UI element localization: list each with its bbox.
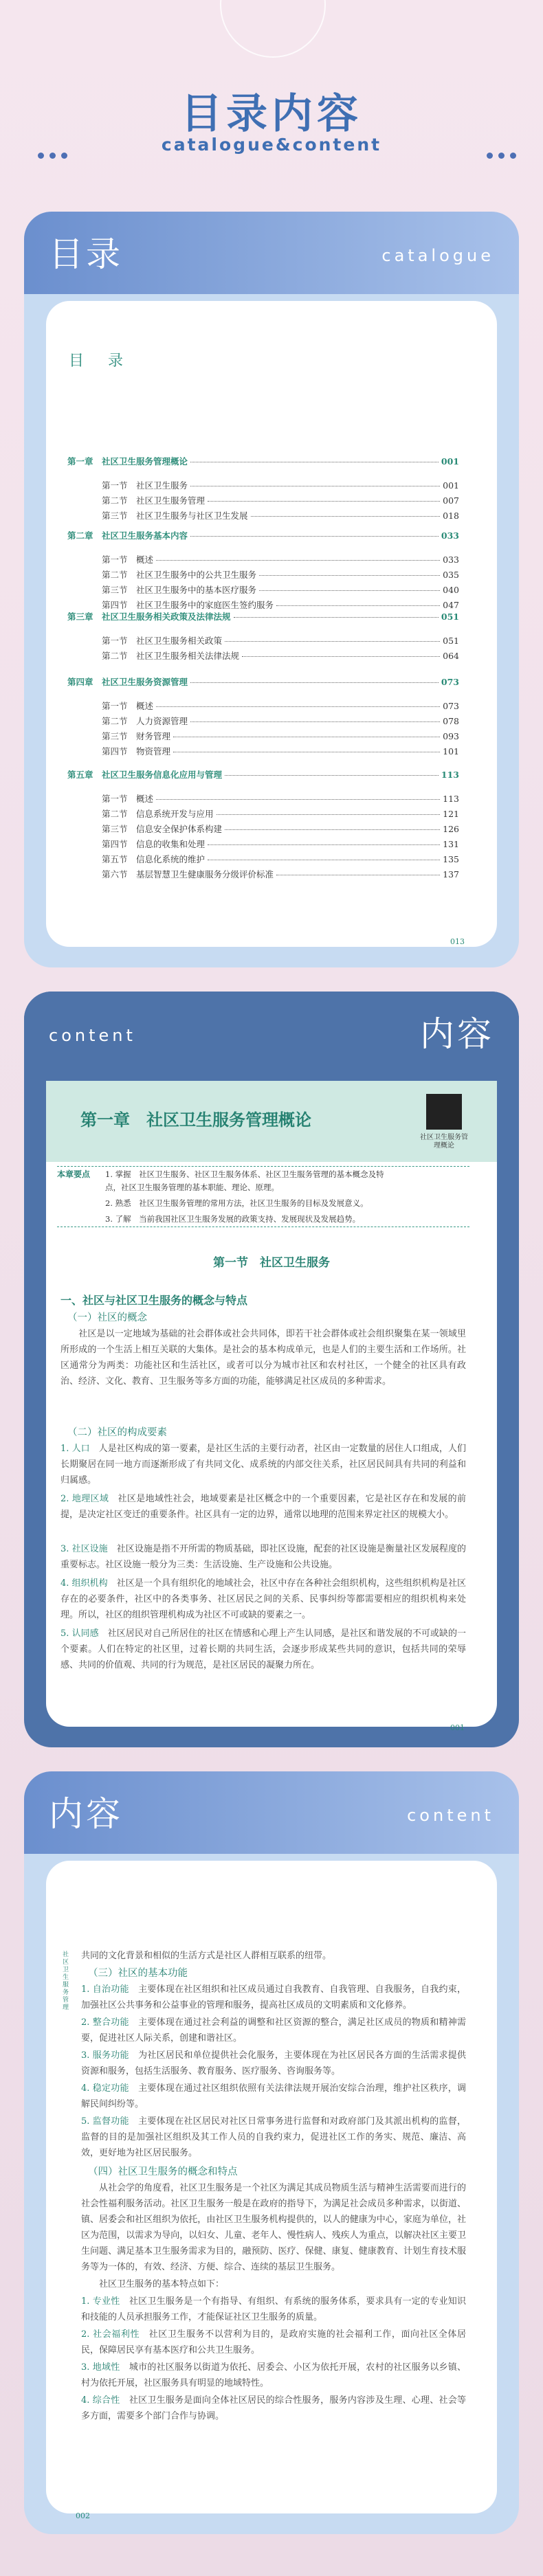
toc-chapter-page: 051 [441, 612, 459, 622]
toc-section-row [102, 568, 459, 581]
key-point: 1. 掌握 社区卫生服务、社区卫生服务体系、社区卫生服务管理的基本概念及特 [105, 1169, 384, 1179]
toc-section-row [102, 494, 459, 506]
toc-section-title: 第二节 人力资源管理 [102, 716, 188, 726]
toc-chapter-title: 第二章 社区卫生服务基本内容 [67, 530, 188, 541]
community-element [60, 1441, 466, 1488]
toc-section-page: 135 [443, 854, 459, 864]
toc-section-page: 001 [443, 480, 459, 491]
function-item [81, 2081, 466, 2112]
toc-chapter-row [67, 529, 459, 541]
feature-item [81, 2294, 466, 2325]
feature-item [81, 2327, 466, 2358]
community-element [60, 1626, 466, 1673]
toc-section-row [102, 715, 459, 727]
community-element-text: 人是社区构成的第一要素，是社区生活的主要行动者，社区由一定数量的居住人口组成，人们长期聚居在同一地方而逐渐形成了有共同文化、成系统的内部交往关系，社区居民间具有共同的利益和归属感。 [60, 1444, 466, 1486]
toc-section-page: 078 [443, 716, 459, 726]
toc-section-page: 126 [443, 824, 459, 834]
toc-section-title: 第二节 社区卫生服务相关法律法规 [102, 651, 240, 661]
community-element-label: 4. 组织机构 [60, 1578, 108, 1589]
toc-section-page: 101 [443, 746, 459, 757]
toc-leader [156, 706, 440, 707]
toc-chapter-row [67, 610, 459, 623]
toc-leader [208, 844, 440, 845]
content-page-1-number: 001 [450, 1723, 465, 1732]
toc-section-page: 073 [443, 701, 459, 711]
content-card-2-subtitle: content [407, 1806, 494, 1825]
heading-concepts: 一、社区与社区卫生服务的概念与特点 [60, 1294, 248, 1307]
toc-section-title: 第五节 信息化系统的维护 [102, 854, 206, 864]
toc-leader [217, 814, 441, 815]
toc-section-row [102, 822, 459, 835]
toc-section-page: 040 [443, 585, 459, 595]
feature-label: 1. 专业性 [81, 2296, 120, 2307]
toc-section-row [102, 838, 459, 850]
feature-text: 社区卫生服务是一个有指导、有组织、有系统的服务体系，要求具有一定的专业知识和技能的人员承担服务工作，才能保证社区卫生服务的质量。 [81, 2296, 466, 2322]
toc-section-title: 第四节 信息的收集和处理 [102, 839, 206, 849]
toc-section-title: 第一节 概述 [102, 701, 154, 711]
toc-section-page: 047 [443, 600, 459, 610]
feature-text: 社区卫生服务不以营利为目的，是政府实施的社会福利工作，面向社区全体居民，保障居民享有基本医疗和公共卫生服务。 [81, 2329, 466, 2355]
toc-section-title: 第一节 社区卫生服务 [102, 480, 188, 491]
function-label: 5. 监督功能 [81, 2116, 129, 2127]
toc-section-page: 131 [443, 839, 459, 849]
toc-card-band [24, 212, 519, 294]
paragraph-continued: 共同的文化背景和相似的生活方式是社区人群相互联系的纽带。 [81, 1951, 332, 1961]
toc-chapter-row [67, 455, 459, 467]
toc-leader [251, 516, 441, 517]
toc-section-row [102, 792, 459, 805]
feature-item [81, 2360, 466, 2391]
toc-section-title: 第二节 社区卫生服务管理 [102, 495, 206, 506]
function-item [81, 2114, 466, 2161]
toc-section-title: 第四节 社区卫生服务中的家庭医生签约服务 [102, 600, 274, 610]
community-element [60, 1576, 466, 1623]
header-subtitle: catalogue&content [161, 135, 382, 155]
toc-section-row [102, 553, 459, 565]
toc-section-page: 018 [443, 511, 459, 521]
toc-section-page: 137 [443, 869, 459, 880]
function-text: 主要体现在通过社会利益的调整和社区资源的整合，满足社区成员的物质和精神需要，促进社区人际关系，创建和谐社区。 [81, 2017, 466, 2043]
toc-section-page: 007 [443, 495, 459, 506]
toc-leader [156, 560, 440, 561]
key-point: 3. 了解 当前我国社区卫生服务发展的政策支持、发展现状及发展趋势。 [105, 1214, 361, 1224]
community-element-label: 3. 社区设施 [60, 1544, 108, 1554]
toc-leader [190, 721, 440, 722]
toc-page-number: 013 [450, 937, 465, 946]
section-title: 第一节 社区卫生服务 [213, 1256, 330, 1270]
toc-card-subtitle: catalogue [381, 246, 494, 265]
heading-service-concept: （四）社区卫生服务的概念和特点 [88, 2166, 238, 2177]
paragraph-features-intro: 社区卫生服务的基本特点如下： [81, 2279, 225, 2289]
heading-community-concept: （一）社区的概念 [67, 1312, 147, 1323]
toc-chapter-title: 第三章 社区卫生服务相关政策及法律法规 [67, 612, 231, 622]
toc-section-page: 121 [443, 809, 459, 819]
toc-leader [259, 575, 440, 576]
toc-leader [225, 641, 440, 642]
function-text: 为社区居民和单位提供社会化服务，主要体现在为社区居民各方面的生活需求提供资源和服务，包括生活服务、教育服务、医疗服务、咨询服务等。 [81, 2050, 466, 2076]
chapter-title: 第一章 社区卫生服务管理概论 [80, 1110, 311, 1130]
heading-community-functions: （三）社区的基本功能 [88, 1968, 188, 1979]
content-card-1-band [24, 992, 519, 1074]
toc-chapter-title: 第四章 社区卫生服务资源管理 [67, 677, 188, 687]
toc-section-title: 第一节 社区卫生服务相关政策 [102, 636, 223, 646]
toc-section-page: 093 [443, 731, 459, 741]
function-label: 4. 稳定功能 [81, 2083, 129, 2094]
toc-chapter-row [67, 675, 459, 688]
content-card-1-subtitle: content [49, 1026, 136, 1045]
community-element [60, 1541, 466, 1573]
function-item [81, 1982, 466, 2013]
toc-chapter-page: 033 [441, 530, 459, 541]
community-element-text: 社区是地域性社会，地域要素是社区概念中的一个重要因素，它是社区存在和发展的前提，是决定社区变迁的重要条件。社区具有一定的边界，通常以地理的范围来界定社区的规模大小。 [60, 1494, 466, 1520]
toc-section-row [102, 583, 459, 596]
community-element-label: 5. 认同感 [60, 1628, 99, 1639]
community-element-text: 社区设施是指不开所需的物质基础，即社区设施，配套的社区设施是衡量社区发展程度的重要标志。社区设施一般分为三类：生活设施、生产设施和公共设施。 [60, 1544, 466, 1570]
feature-label: 4. 综合性 [81, 2395, 120, 2406]
qr-code-icon [426, 1094, 462, 1130]
toc-section-title: 第三节 财务管理 [102, 731, 171, 741]
toc-section-title: 第二节 信息系统开发与应用 [102, 809, 214, 819]
function-text: 主要体现在社区居民对社区日常事务进行监督和对政府部门及其派出机构的监督，监督的目的是加强社区组织及其工作人员的自我约束力，促进社区工作的务实、规范、廉洁、高效，更好地为社区居民服务。 [81, 2116, 466, 2158]
toc-section-page: 035 [443, 570, 459, 580]
content-card-2-band [24, 1771, 519, 1854]
toc-leader [234, 617, 439, 618]
toc-section-row [102, 598, 459, 611]
function-label: 1. 自治功能 [81, 1984, 129, 1995]
feature-label: 2. 社会福利性 [81, 2329, 140, 2340]
function-text: 主要体现在通过社区组织依照有关法律法规开展治安综合治理，维护社区秩序，调解民间纠纷等。 [81, 2083, 466, 2109]
toc-chapter-title: 第五章 社区卫生服务信息化应用与管理 [67, 770, 223, 780]
toc-section-row [102, 868, 459, 880]
paragraph-community-concept: 社区是以一定地域为基础的社会群体或社会共同体，即若干社会群体或社会组织聚集在某一领域里所形成的一个生活上相互关联的大集体。是社会的基本构成单元，也是人们的主要生活和工作场所。社区通常分为两类：功能社区和生活社区，或者可以分为城市社区和农村社区，一个健全的社区具有政治、经济、文化、教育、卫生服务等多方面的功能，能够满足社区成员的多种需求。 [60, 1329, 466, 1387]
toc-chapter-page: 001 [441, 456, 459, 467]
community-element-text: 社区是一个具有组织化的地域社会，社区中存在各种社会组织机构，这些组织机构是社区存在的必要条件，社区中的各类事务、社区居民之间的关系、民事纠纷等都需要相应的组织机构来处理。所以，社区的组织管理机构成为社区不可或缺的要素之一。 [60, 1578, 466, 1620]
toc-section-row [102, 479, 459, 491]
toc-section-page: 064 [443, 651, 459, 661]
divider-top [57, 1166, 469, 1167]
toc-card-title: 目录 [49, 234, 123, 274]
toc-leader [190, 682, 439, 683]
toc-heading: 目 录 [69, 352, 133, 370]
feature-text: 城市的社区服务以街道为依托、居委会、小区为依托开展，农村的社区服务以乡镇、村为依托开展，社区服务具有明显的地域特性。 [81, 2362, 466, 2388]
toc-leader [259, 590, 440, 591]
toc-section-title: 第四节 物资管理 [102, 746, 171, 757]
content-page-2-number: 002 [76, 2511, 90, 2520]
key-points-label: 本章要点 [57, 1169, 91, 1179]
function-label: 2. 整合功能 [81, 2017, 129, 2028]
key-point: 点，社区卫生服务管理的基本职能、理论、原理。 [105, 1183, 279, 1192]
community-element-label: 2. 地理区域 [60, 1494, 109, 1504]
function-item [81, 2015, 466, 2046]
toc-leader [208, 501, 440, 502]
feature-label: 3. 地域性 [81, 2362, 120, 2373]
toc-section-title: 第一节 概述 [102, 555, 154, 565]
toc-leader [190, 536, 439, 537]
toc-page [46, 301, 497, 947]
toc-leader [225, 829, 440, 830]
side-label: 社区卫生服务管理 [63, 1951, 69, 2011]
community-element-label: 1. 人口 [60, 1444, 90, 1454]
community-element-text: 社区居民对自己所居住的社区在情感和心理上产生认同感，是社区和谐发展的不可或缺的一个要素。人们在特定的社区里，过着长期的共同生活，会逐步形成某些共同的意识，包括共同的荣辱感、共同的价值观、共同的行为规范，是社区居民的凝聚力所在。 [60, 1628, 466, 1670]
feature-text: 社区卫生服务是面向全体社区居民的综合性服务，服务内容涉及生理、心理、社会等多方面，需要多个部门合作与协调。 [81, 2395, 466, 2421]
content-card-1-title: 内容 [420, 1014, 494, 1054]
toc-chapter-page: 073 [441, 677, 459, 687]
toc-leader [156, 799, 440, 800]
paragraph-service-concept: 从社会学的角度看，社区卫生服务是一个社区为满足其成员物质生活与精神生活需要而进行的社会性福利服务活动。社区卫生服务一般是在政府的指导下，为满足社会成员多种需求，以街道、镇、居委会和社区组织为依托，由社区卫生服务机构提供的，以人的健康为中心，家庭为单位，社区为范围，以需求为导向，以妇女、儿童、老年人、慢性病人、残疾人为重点，以解决社区主要卫生问题、满足基本卫生服务需求为目的，融预防、医疗、保健、康复、健康教育、计划生育技术服务等为一体的，有效、经济、方便、综合、连续的基层卫生服务。 [81, 2183, 466, 2272]
toc-section-row [102, 807, 459, 820]
toc-section-title: 第一节 概述 [102, 794, 154, 804]
function-label: 3. 服务功能 [81, 2050, 129, 2061]
content-card-2-title: 内容 [49, 1794, 123, 1834]
toc-section-title: 第三节 社区卫生服务与社区卫生发展 [102, 511, 248, 521]
toc-section-title: 第三节 社区卫生服务中的基本医疗服务 [102, 585, 257, 595]
toc-section-title: 第三节 信息安全保护体系构建 [102, 824, 223, 834]
function-text: 主要体现在社区组织和社区成员通过自我教育、自我管理、自我服务，自我约束，加强社区公共事务和公益事业的管理和服务，提高社区成员的文明素质和文化修养。 [81, 1984, 466, 2011]
toc-section-page: 113 [443, 794, 459, 804]
community-element [60, 1491, 466, 1523]
toc-leader [276, 605, 440, 606]
toc-section-row [102, 634, 459, 647]
header-title: 目录内容 [181, 90, 362, 138]
toc-chapter-title: 第一章 社区卫生服务管理概论 [67, 456, 188, 467]
toc-section-row [102, 745, 459, 757]
toc-leader [225, 775, 439, 776]
toc-section-page: 033 [443, 555, 459, 565]
toc-section-row [102, 509, 459, 522]
toc-section-title: 第二节 社区卫生服务中的公共卫生服务 [102, 570, 257, 580]
heading-community-elements: （二）社区的构成要素 [67, 1427, 167, 1438]
toc-section-row [102, 730, 459, 742]
toc-chapter-row [67, 768, 459, 781]
toc-chapter-page: 113 [441, 770, 459, 780]
toc-section-row [102, 853, 459, 865]
feature-item [81, 2393, 466, 2424]
key-point: 2. 熟悉 社区卫生服务管理的常用方法，社区卫生服务的目标及发展意义。 [105, 1198, 368, 1208]
toc-section-title: 第六节 基层智慧卫生健康服务分级评价标准 [102, 869, 274, 880]
toc-section-row [102, 649, 459, 662]
toc-leader [242, 656, 440, 657]
toc-section-row [102, 699, 459, 712]
function-item [81, 2048, 466, 2079]
qr-caption: 社区卫生服务管理概论 [420, 1134, 468, 1150]
toc-section-page: 051 [443, 636, 459, 646]
